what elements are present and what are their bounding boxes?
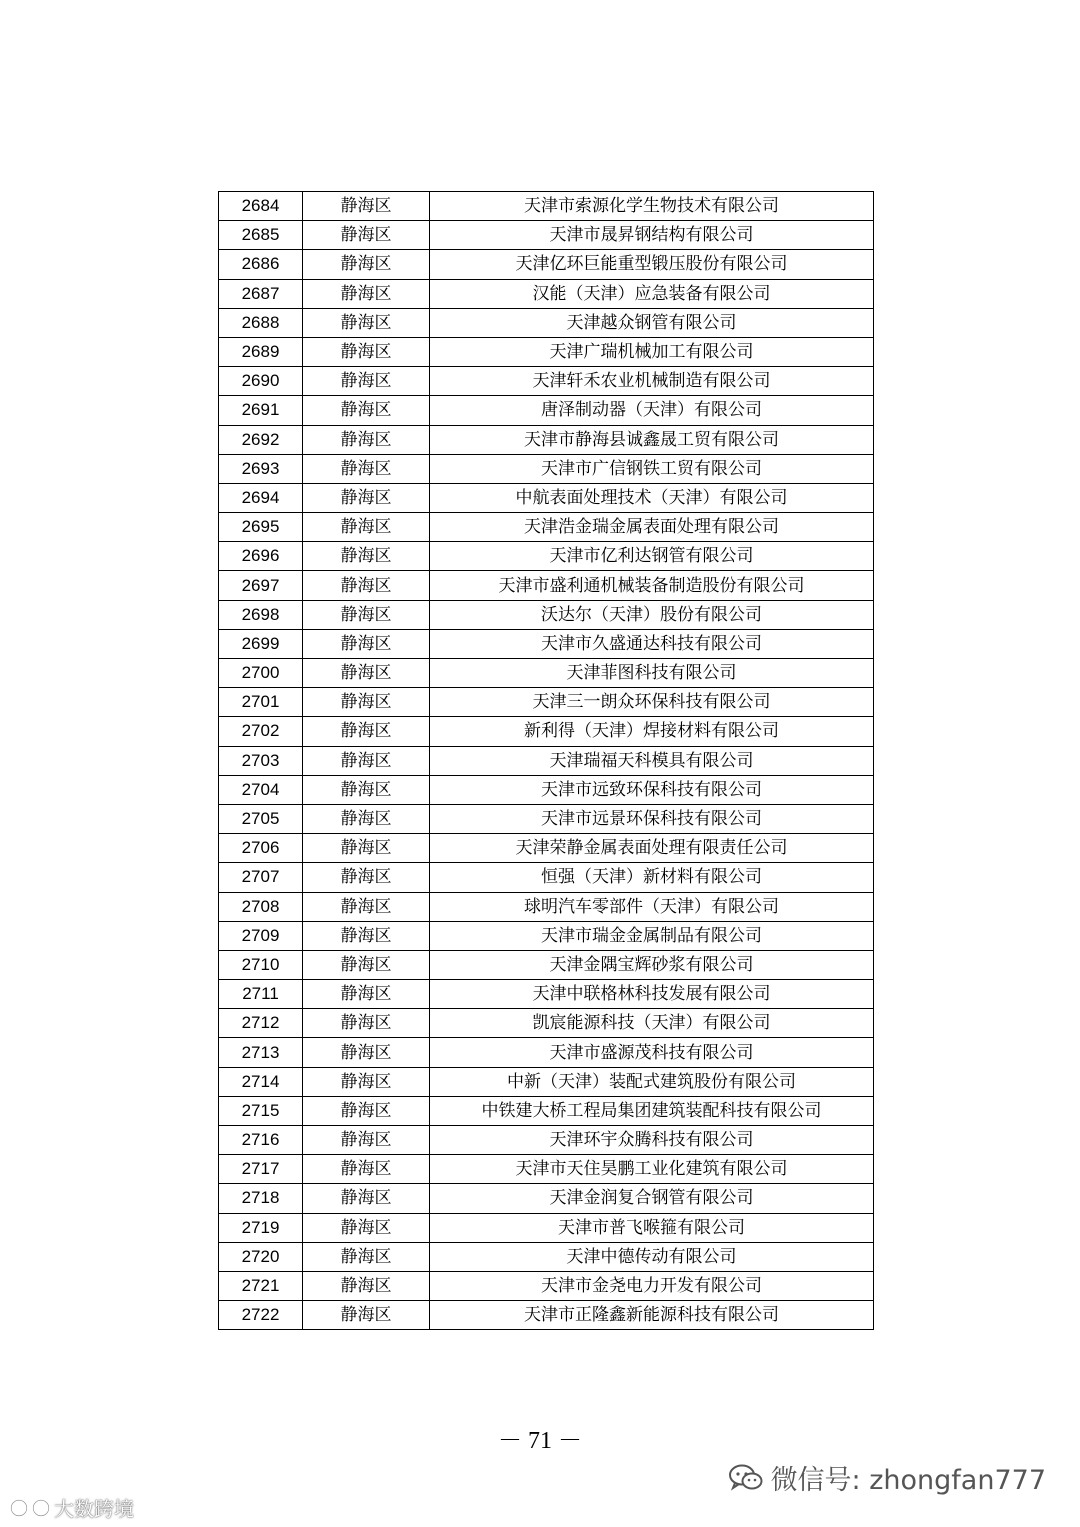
row-company-name: 唐泽制动器（天津）有限公司 xyxy=(430,396,874,425)
row-company-name: 天津金润复合钢管有限公司 xyxy=(430,1184,874,1213)
table-row xyxy=(219,746,874,775)
row-number: 2693 xyxy=(219,454,303,483)
row-number: 2687 xyxy=(219,279,303,308)
row-company-name: 中航表面处理技术（天津）有限公司 xyxy=(430,483,874,512)
row-number: 2701 xyxy=(219,688,303,717)
row-number: 2700 xyxy=(219,659,303,688)
table-row xyxy=(219,250,874,279)
corner-brand-text: 大数跨境 xyxy=(54,1497,134,1521)
row-company-name: 天津瑞福天科模具有限公司 xyxy=(430,746,874,775)
table-row xyxy=(219,367,874,396)
table-row xyxy=(219,396,874,425)
table-row xyxy=(219,279,874,308)
row-district: 静海区 xyxy=(303,454,430,483)
row-company-name: 天津三一朗众环保科技有限公司 xyxy=(430,688,874,717)
wechat-id-text: 微信号: zhongfan777 xyxy=(770,1465,1046,1496)
row-number: 2705 xyxy=(219,804,303,833)
row-number: 2696 xyxy=(219,542,303,571)
table-row xyxy=(219,688,874,717)
row-district: 静海区 xyxy=(303,337,430,366)
row-company-name: 新利得（天津）焊接材料有限公司 xyxy=(430,717,874,746)
row-number: 2692 xyxy=(219,425,303,454)
row-district: 静海区 xyxy=(303,542,430,571)
row-company-name: 天津市普飞喉箍有限公司 xyxy=(430,1213,874,1242)
row-company-name: 天津市静海县诚鑫晟工贸有限公司 xyxy=(430,425,874,454)
row-number: 2698 xyxy=(219,600,303,629)
row-company-name: 天津市远致环保科技有限公司 xyxy=(430,775,874,804)
table-row xyxy=(219,1126,874,1155)
row-district: 静海区 xyxy=(303,1096,430,1125)
table-row xyxy=(219,1242,874,1271)
row-number: 2712 xyxy=(219,1009,303,1038)
table-row xyxy=(219,542,874,571)
row-number: 2694 xyxy=(219,483,303,512)
row-number: 2691 xyxy=(219,396,303,425)
table-row xyxy=(219,980,874,1009)
table-row xyxy=(219,454,874,483)
row-district: 静海区 xyxy=(303,892,430,921)
row-district: 静海区 xyxy=(303,1184,430,1213)
row-company-name: 天津环宇众腾科技有限公司 xyxy=(430,1126,874,1155)
row-company-name: 天津市正隆鑫新能源科技有限公司 xyxy=(430,1301,874,1330)
row-number: 2718 xyxy=(219,1184,303,1213)
row-number: 2715 xyxy=(219,1096,303,1125)
row-district: 静海区 xyxy=(303,629,430,658)
row-company-name: 沃达尔（天津）股份有限公司 xyxy=(430,600,874,629)
row-company-name: 天津广瑞机械加工有限公司 xyxy=(430,337,874,366)
row-district: 静海区 xyxy=(303,396,430,425)
table-row xyxy=(219,804,874,833)
row-company-name: 恒强（天津）新材料有限公司 xyxy=(430,863,874,892)
row-company-name: 天津市盛利通机械装备制造股份有限公司 xyxy=(430,571,874,600)
row-district: 静海区 xyxy=(303,1067,430,1096)
row-number: 2713 xyxy=(219,1038,303,1067)
row-district: 静海区 xyxy=(303,1242,430,1271)
row-company-name: 天津市广信钢铁工贸有限公司 xyxy=(430,454,874,483)
row-number: 2706 xyxy=(219,834,303,863)
table-row xyxy=(219,863,874,892)
row-company-name: 天津轩禾农业机械制造有限公司 xyxy=(430,367,874,396)
table-row xyxy=(219,483,874,512)
row-district: 静海区 xyxy=(303,1155,430,1184)
row-company-name: 天津市瑞金金属制品有限公司 xyxy=(430,921,874,950)
company-table-body xyxy=(219,192,874,1330)
row-company-name: 天津市索源化学生物技术有限公司 xyxy=(430,192,874,221)
table-row xyxy=(219,1184,874,1213)
row-district: 静海区 xyxy=(303,659,430,688)
row-company-name: 天津市亿利达钢管有限公司 xyxy=(430,542,874,571)
table-row xyxy=(219,1213,874,1242)
row-number: 2709 xyxy=(219,921,303,950)
row-district: 静海区 xyxy=(303,950,430,979)
row-district: 静海区 xyxy=(303,221,430,250)
wechat-icon xyxy=(729,1464,763,1492)
row-company-name: 天津市久盛通达科技有限公司 xyxy=(430,629,874,658)
row-district: 静海区 xyxy=(303,600,430,629)
page-number: － 71 － xyxy=(498,1428,582,1454)
row-company-name: 天津市盛源茂科技有限公司 xyxy=(430,1038,874,1067)
table-row xyxy=(219,1009,874,1038)
row-number: 2704 xyxy=(219,775,303,804)
row-company-name: 天津中联格林科技发展有限公司 xyxy=(430,980,874,1009)
table-row xyxy=(219,892,874,921)
row-number: 2708 xyxy=(219,892,303,921)
row-company-name: 天津亿环巨能重型锻压股份有限公司 xyxy=(430,250,874,279)
table-row xyxy=(219,1301,874,1330)
row-number: 2697 xyxy=(219,571,303,600)
row-number: 2684 xyxy=(219,192,303,221)
table-row xyxy=(219,775,874,804)
row-number: 2703 xyxy=(219,746,303,775)
row-number: 2690 xyxy=(219,367,303,396)
row-number: 2720 xyxy=(219,1242,303,1271)
row-number: 2695 xyxy=(219,513,303,542)
row-number: 2688 xyxy=(219,308,303,337)
row-district: 静海区 xyxy=(303,1271,430,1300)
row-number: 2702 xyxy=(219,717,303,746)
row-district: 静海区 xyxy=(303,688,430,717)
table-row xyxy=(219,308,874,337)
table-row xyxy=(219,1096,874,1125)
row-company-name: 天津浩金瑞金属表面处理有限公司 xyxy=(430,513,874,542)
row-company-name: 凯宸能源科技（天津）有限公司 xyxy=(430,1009,874,1038)
row-number: 2716 xyxy=(219,1126,303,1155)
row-company-name: 汉能（天津）应急装备有限公司 xyxy=(430,279,874,308)
row-district: 静海区 xyxy=(303,775,430,804)
row-district: 静海区 xyxy=(303,804,430,833)
row-district: 静海区 xyxy=(303,1213,430,1242)
table-row xyxy=(219,600,874,629)
brand-logo-icon xyxy=(10,1497,50,1519)
table-row xyxy=(219,337,874,366)
table-row xyxy=(219,921,874,950)
row-district: 静海区 xyxy=(303,746,430,775)
wechat-watermark xyxy=(729,1458,1046,1497)
table-row xyxy=(219,717,874,746)
row-company-name: 天津市远景环保科技有限公司 xyxy=(430,804,874,833)
row-number: 2719 xyxy=(219,1213,303,1242)
company-table xyxy=(218,191,874,1330)
row-company-name: 中新（天津）装配式建筑股份有限公司 xyxy=(430,1067,874,1096)
row-number: 2714 xyxy=(219,1067,303,1096)
row-district: 静海区 xyxy=(303,1038,430,1067)
row-company-name: 天津市金尧电力开发有限公司 xyxy=(430,1271,874,1300)
table-row xyxy=(219,192,874,221)
row-company-name: 天津越众钢管有限公司 xyxy=(430,308,874,337)
row-company-name: 中铁建大桥工程局集团建筑装配科技有限公司 xyxy=(430,1096,874,1125)
row-number: 2711 xyxy=(219,980,303,1009)
row-district: 静海区 xyxy=(303,863,430,892)
table-row xyxy=(219,221,874,250)
table-row xyxy=(219,513,874,542)
row-company-name: 天津中德传动有限公司 xyxy=(430,1242,874,1271)
row-company-name: 天津金隅宝辉砂浆有限公司 xyxy=(430,950,874,979)
row-district: 静海区 xyxy=(303,921,430,950)
row-number: 2707 xyxy=(219,863,303,892)
row-district: 静海区 xyxy=(303,483,430,512)
table-row xyxy=(219,571,874,600)
row-number: 2710 xyxy=(219,950,303,979)
table-row xyxy=(219,425,874,454)
row-district: 静海区 xyxy=(303,980,430,1009)
table-row xyxy=(219,1038,874,1067)
row-company-name: 天津市天住昊鹏工业化建筑有限公司 xyxy=(430,1155,874,1184)
row-number: 2689 xyxy=(219,337,303,366)
row-district: 静海区 xyxy=(303,1126,430,1155)
row-district: 静海区 xyxy=(303,1009,430,1038)
row-district: 静海区 xyxy=(303,250,430,279)
row-district: 静海区 xyxy=(303,279,430,308)
table-row xyxy=(219,834,874,863)
corner-watermark xyxy=(10,1493,134,1522)
row-number: 2699 xyxy=(219,629,303,658)
row-company-name: 天津市晟昇钢结构有限公司 xyxy=(430,221,874,250)
table-row xyxy=(219,659,874,688)
row-number: 2721 xyxy=(219,1271,303,1300)
row-number: 2717 xyxy=(219,1155,303,1184)
table-row xyxy=(219,629,874,658)
table-row xyxy=(219,1271,874,1300)
row-number: 2686 xyxy=(219,250,303,279)
row-company-name: 天津荣静金属表面处理有限责任公司 xyxy=(430,834,874,863)
row-company-name: 天津菲图科技有限公司 xyxy=(430,659,874,688)
row-district: 静海区 xyxy=(303,717,430,746)
row-number: 2722 xyxy=(219,1301,303,1330)
row-district: 静海区 xyxy=(303,834,430,863)
row-district: 静海区 xyxy=(303,367,430,396)
row-district: 静海区 xyxy=(303,513,430,542)
row-district: 静海区 xyxy=(303,1301,430,1330)
row-district: 静海区 xyxy=(303,192,430,221)
row-number: 2685 xyxy=(219,221,303,250)
row-district: 静海区 xyxy=(303,308,430,337)
table-row xyxy=(219,950,874,979)
row-district: 静海区 xyxy=(303,425,430,454)
table-row xyxy=(219,1155,874,1184)
row-district: 静海区 xyxy=(303,571,430,600)
row-company-name: 球明汽车零部件（天津）有限公司 xyxy=(430,892,874,921)
table-row xyxy=(219,1067,874,1096)
